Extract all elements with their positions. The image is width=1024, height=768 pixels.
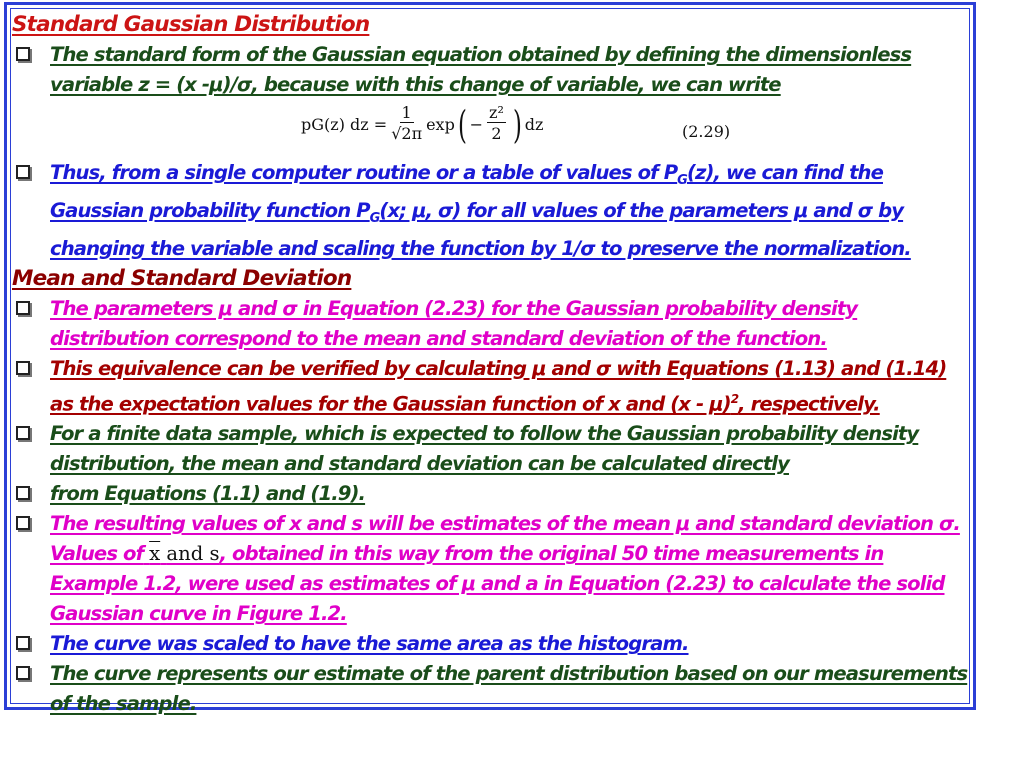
bullet-text-line: The parameters μ and σ in Equation (2.23) for the Gaussian probability density [50,296,858,320]
bullet-text-line: The curve represents our estimate of the parent distribution based on our measurements [50,662,968,686]
right-paren-icon: ) [512,102,522,147]
bullet-text: (x; μ, σ) for all values of the parameters μ and σ by [379,198,904,222]
formula-numerator: 1 [401,103,412,122]
xbar-and-s [149,542,219,565]
formula-exp-numerator: z² [489,103,504,122]
bullet-text-line: changing the variable and scaling the function by 1/σ to preserve the normalization. [50,236,911,260]
bullet-text-line: The resulting values of x and s will be estimates of the mean μ and standard deviation σ. [50,512,960,536]
checkbox-bullet-icon [16,426,30,440]
bullet-text-line: variable z = (x -μ)/σ, because with this change of variable, we can write [50,73,781,96]
subscript-g: G [369,210,380,226]
checkbox-bullet-icon [16,636,30,650]
equation-2-29 [12,100,972,158]
bullet-text: Gaussian probability function P [50,198,370,222]
equation-number: (2.29) [682,122,731,141]
bullet-text-line: Gaussian curve in Figure 1.2. [50,602,347,626]
bullet-text: (z), we can find the [686,161,883,184]
bullet-text: Values of [50,542,144,566]
bullet-curve-scaled [12,629,972,659]
formula-lhs: pG(z) dz = [301,114,388,134]
bullet-text-line: from Equations (1.1) and (1.9). [50,482,366,506]
bullet-text: Thus, from a single computer routine or a table of values of P [50,161,678,184]
checkbox-bullet-icon [16,666,30,680]
and-s-text: and s [166,542,220,566]
checkbox-bullet-icon [16,165,30,179]
bullet-parameters [12,294,972,354]
checkbox-bullet-icon [16,361,30,375]
checkbox-bullet-icon [16,486,30,500]
left-paren-icon: ( [457,102,467,147]
checkbox-bullet-icon [16,301,30,315]
formula-exp-denominator: 2 [491,124,502,143]
bullet-from-equations [12,479,972,509]
formula-exp-fraction [487,104,506,145]
section-heading-mean-std: Mean and Standard Deviation [12,265,352,291]
checkbox-bullet-icon [16,47,30,61]
formula-dz: dz [524,114,544,134]
bullet-text-line: The standard form of the Gaussian equation obtained by defining the dimensionless [50,43,912,66]
bullet-finite-sample [12,419,972,479]
slide-content [12,10,972,719]
formula-minus: − [469,114,484,134]
formula-fraction [391,104,422,145]
formula-denominator: √2π [391,124,423,143]
bullet-text-line: Example 1.2, were used as estimates of μ and a in Equation (2.23) to calculate the solid [50,572,945,596]
subscript-g: G [677,172,687,188]
bullet-text-line: This equivalence can be verified by calculating μ and σ with Equations (1.13) and (1.14) [50,356,947,380]
bullet-text-line: distribution correspond to the mean and standard deviation of the function. [50,326,827,350]
bullet-text-line: For a finite data sample, which is expected to follow the Gaussian probability density [50,422,919,446]
bullet-resulting-values [12,509,972,629]
bullet-equivalence [12,354,972,420]
bullet-text-line: of the sample. [50,692,197,716]
bullet-text-line: distribution, the mean and standard deviation can be calculated directly [50,452,789,476]
bullet-computer-routine [12,158,972,264]
formula-exp: exp [426,114,455,134]
bullet-text: , obtained in this way from the original 50 time measurements in [219,542,884,566]
bullet-text-line: The curve was scaled to have the same area as the histogram. [50,632,689,656]
checkbox-bullet-icon [16,516,30,530]
bullet-standard-form [12,40,972,100]
bullet-text: as the expectation values for the Gaussian function of x and (x - μ) [50,392,731,416]
superscript: 2 [730,391,739,406]
bullet-text: , respectively. [738,392,880,416]
section-heading-standard-gaussian: Standard Gaussian Distribution [12,12,370,37]
xbar-symbol: x [149,542,161,566]
bullet-curve-represents [12,659,972,719]
